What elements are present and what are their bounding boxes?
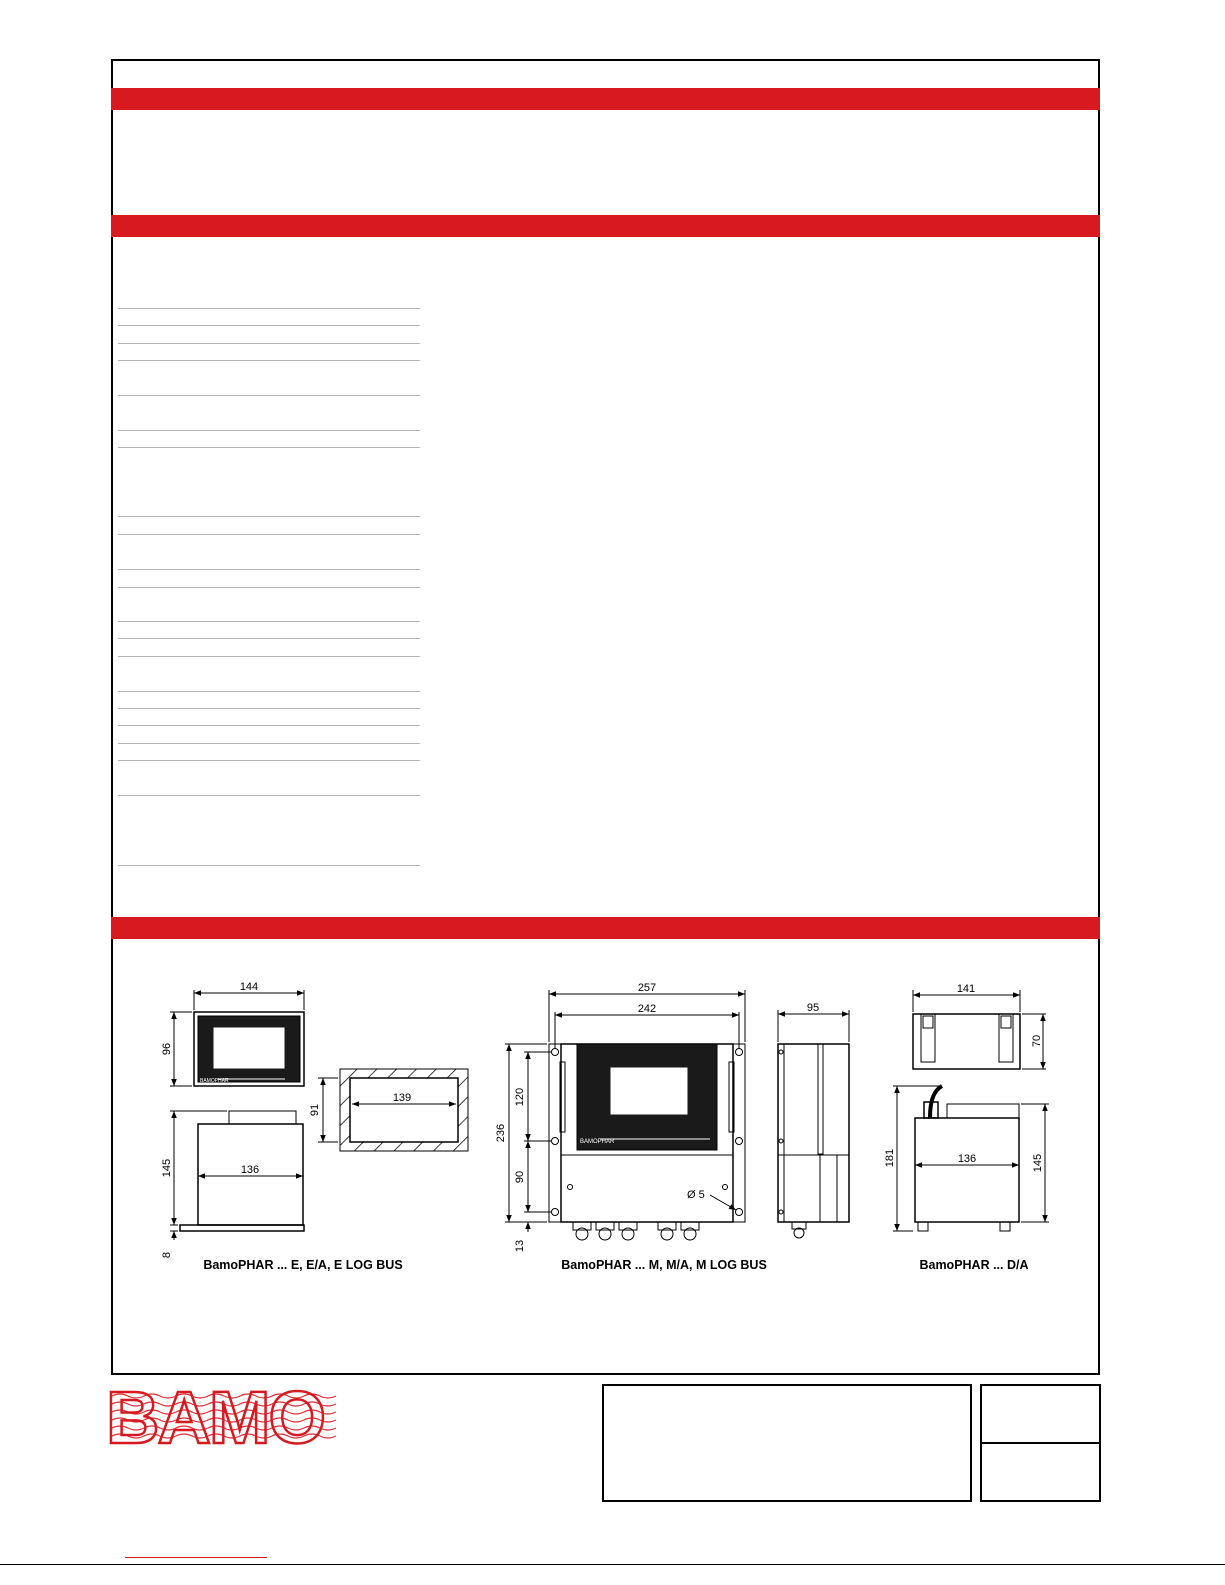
dim-side-width: 136 xyxy=(240,1164,260,1176)
drawing-panel-mount xyxy=(161,981,468,1258)
dim-side-height: 145 xyxy=(161,1158,173,1178)
dim-depth: 95 xyxy=(806,1002,820,1014)
wall-side-view xyxy=(778,1044,849,1222)
bamo-logo-text: BAMO xyxy=(106,1376,325,1459)
dim-hole-spacing: 242 xyxy=(637,1003,657,1015)
bamo-logo xyxy=(106,1376,336,1459)
dim-cutout-height: 91 xyxy=(309,1103,321,1117)
footer-link-underline[interactable] xyxy=(125,1557,267,1558)
drawing-din-rail xyxy=(884,983,1049,1231)
dim-bottom-offset: 13 xyxy=(514,1239,526,1253)
top-terminal-block xyxy=(229,1111,296,1124)
footer-title-block xyxy=(602,1384,972,1502)
din-top-view xyxy=(913,1014,1020,1069)
dim-outer-width: 257 xyxy=(637,982,657,994)
dim-total-height: 236 xyxy=(495,1123,507,1143)
front-logo-left: BAMOPHAR xyxy=(200,1078,229,1084)
dim-upper-height: 120 xyxy=(514,1087,526,1107)
front-logo-center: BAMOPHAR xyxy=(580,1139,615,1145)
footer-ref-box-bottom xyxy=(980,1442,1101,1502)
dim-lower-height: 90 xyxy=(514,1170,526,1184)
dim-din-total-height: 181 xyxy=(884,1148,896,1168)
footer-ref-box-top xyxy=(980,1384,1101,1444)
page-bottom-rule xyxy=(0,1564,1225,1565)
front-flange xyxy=(180,1225,304,1231)
dim-front-width: 144 xyxy=(239,981,259,993)
dim-flange: 8 xyxy=(161,1251,173,1259)
left-bracket xyxy=(549,1044,561,1222)
cable-glands xyxy=(573,1222,699,1240)
din-side-body xyxy=(915,1118,1019,1222)
caption-wall-mount: BamoPHAR ... M, M/A, M LOG BUS xyxy=(561,1258,767,1272)
drawing-wall-mount xyxy=(495,982,849,1252)
dim-front-height: 96 xyxy=(161,1042,173,1056)
right-bracket xyxy=(733,1044,745,1222)
dim-hole-diameter: Ø 5 xyxy=(687,1189,705,1201)
dim-din-top-width: 141 xyxy=(956,983,976,995)
dim-din-side-width: 136 xyxy=(957,1153,977,1165)
display-window xyxy=(214,1028,284,1068)
dim-din-body-height: 145 xyxy=(1032,1153,1044,1173)
dim-din-top-height: 70 xyxy=(1031,1034,1043,1048)
wall-display-window xyxy=(611,1068,687,1114)
dim-cutout-width: 139 xyxy=(392,1092,412,1104)
caption-din-rail: BamoPHAR ... D/A xyxy=(919,1258,1029,1272)
caption-panel-mount: BamoPHAR ... E, E/A, E LOG BUS xyxy=(203,1258,403,1272)
